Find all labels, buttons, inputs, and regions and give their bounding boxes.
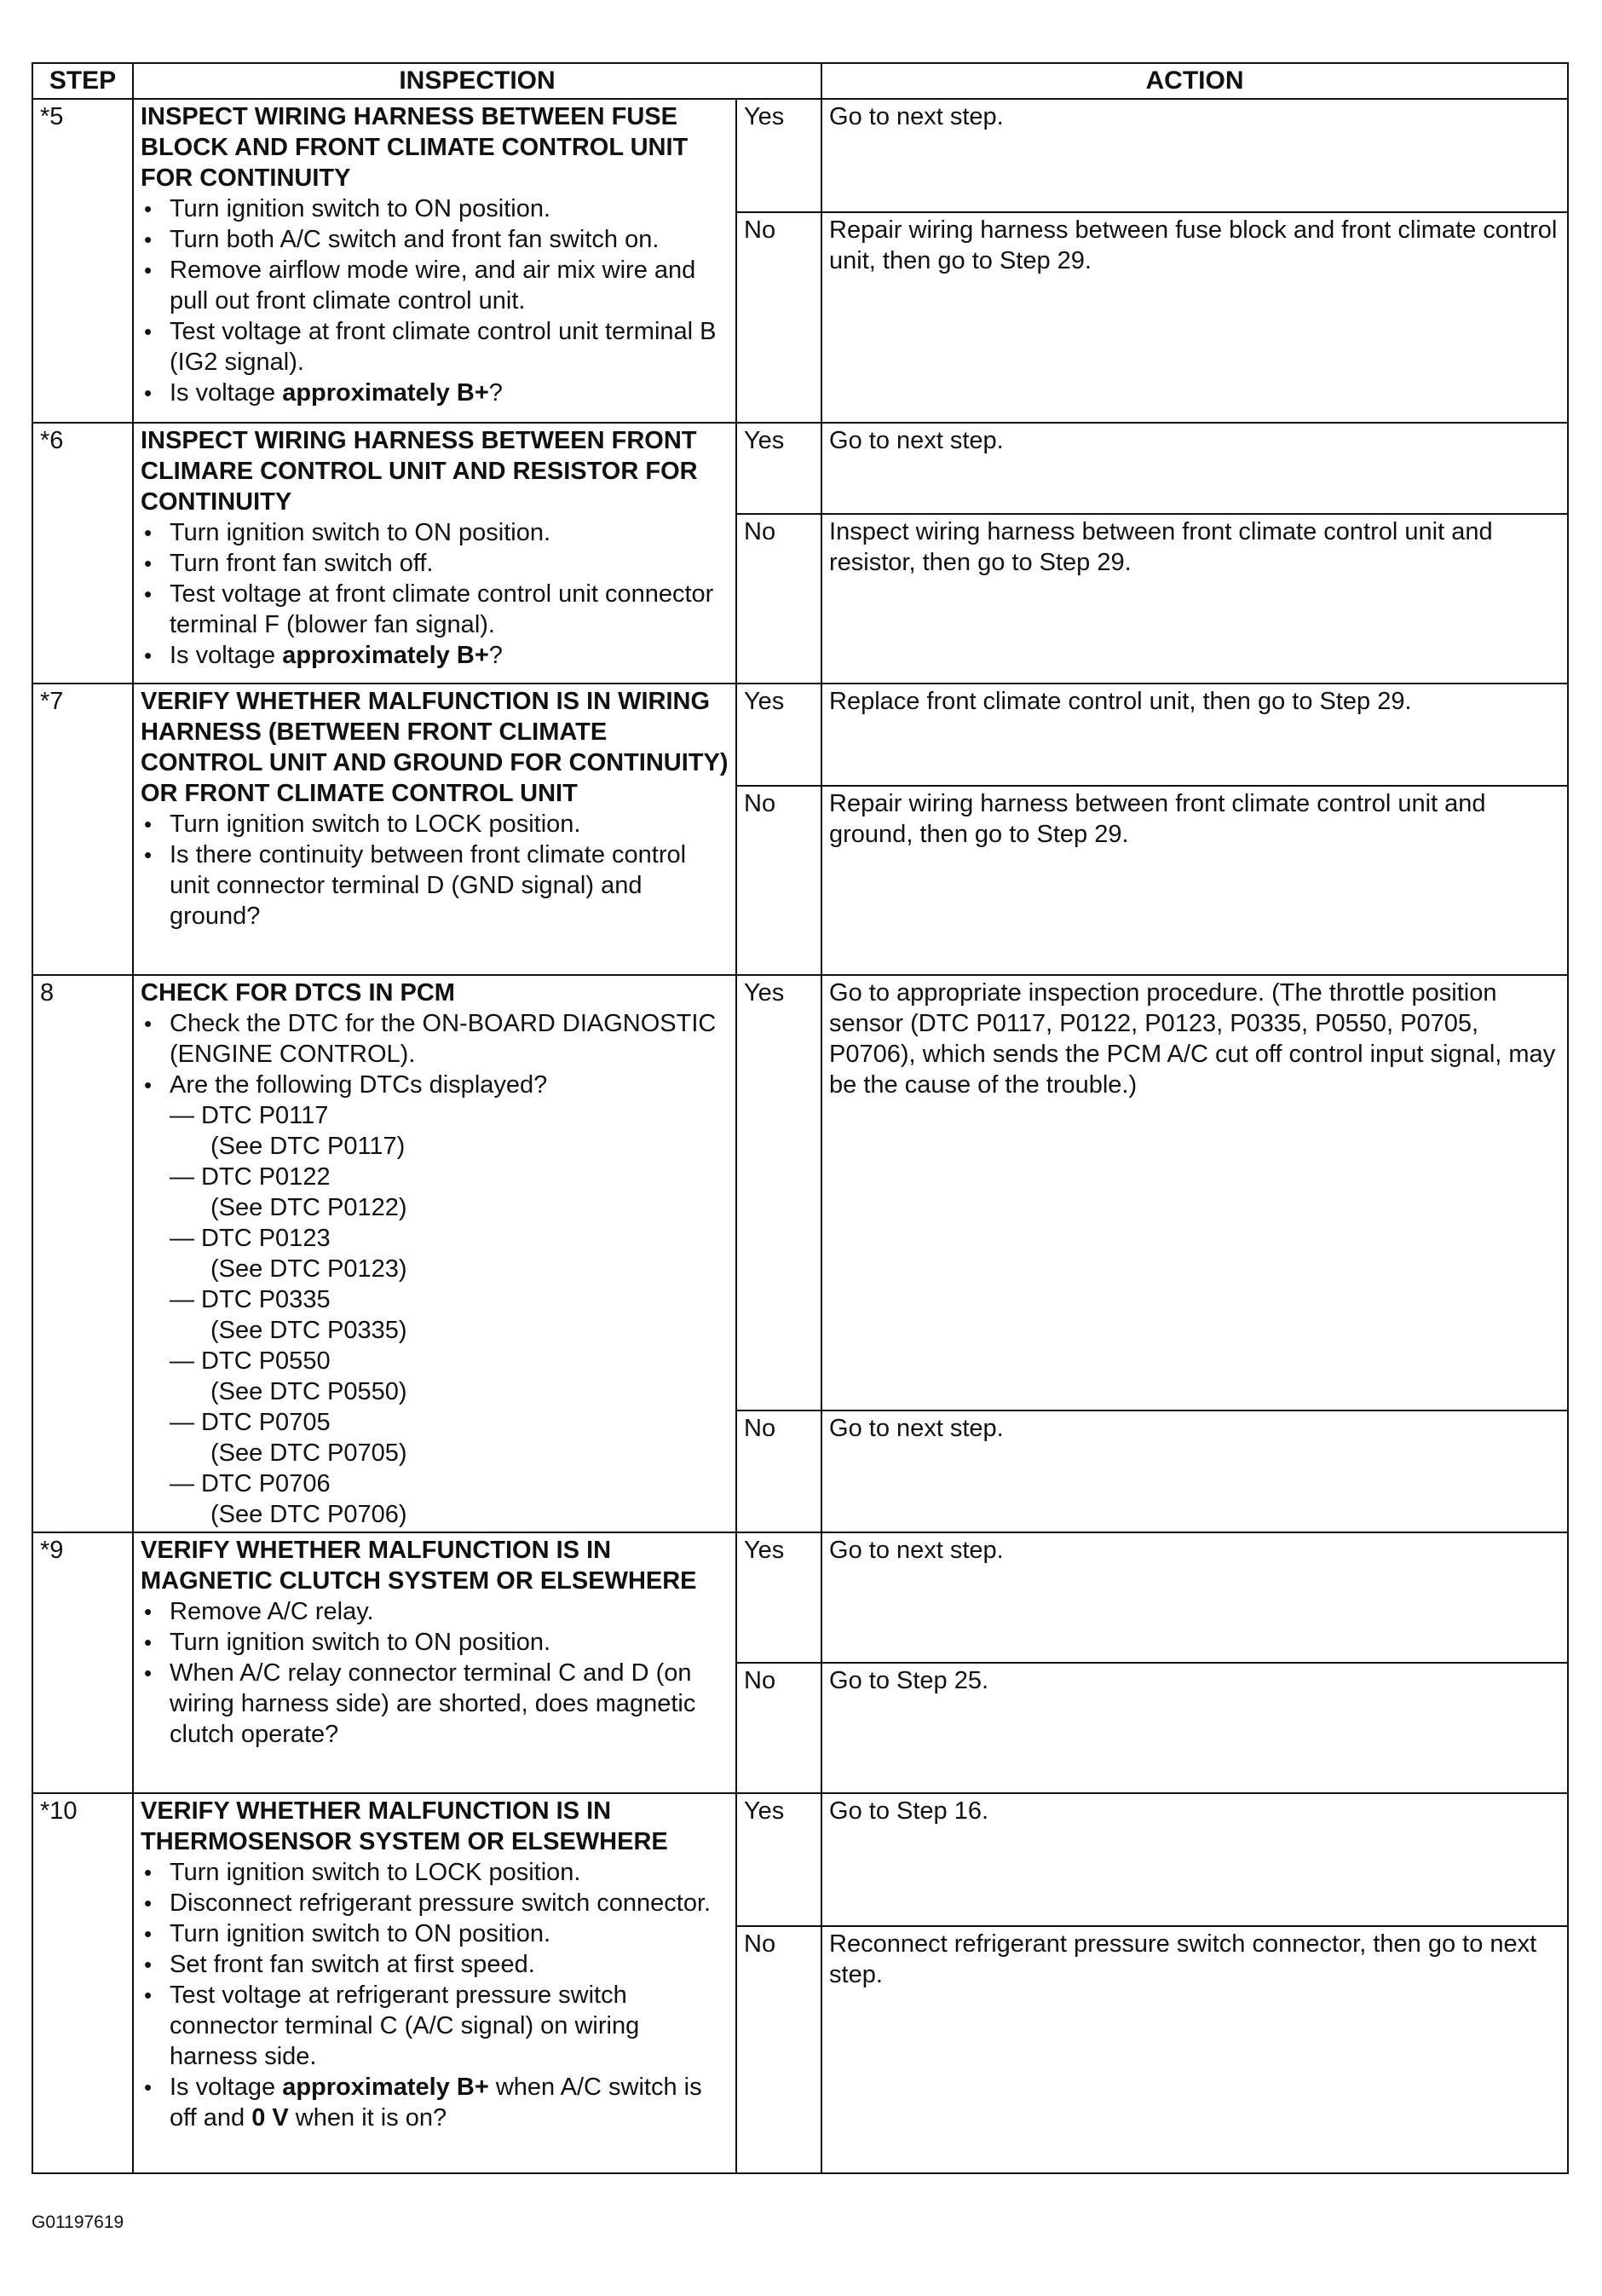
action-header: ACTION [821,63,1568,99]
bullet-item: • Set front fan switch at first speed. [170,1949,729,1980]
dtc-item [170,1223,729,1284]
inspection-cell [133,1793,736,2173]
inspection-title: VERIFY WHETHER MALFUNCTION IS IN THERMOSENSOR SYSTEM OR ELSEWHERE [141,1797,668,1855]
yes-label: Yes [736,423,821,514]
dtc-reference: (See DTC P0122) [210,1194,407,1221]
step-row-9-yes [32,1532,1568,1663]
dtc-item [170,1162,729,1223]
bullet-item: • Turn ignition switch to ON position. [170,1627,729,1658]
dtc-reference: (See DTC P0123) [210,1255,407,1283]
no-action: Go to Step 25. [821,1663,1568,1793]
bullet-question [170,2072,729,2133]
bullet-item: • Turn both A/C switch and front fan switch on. [170,224,729,255]
question-bold: approximately B+ [282,379,489,407]
yes-label: Yes [736,1793,821,1926]
yes-label: Yes [736,1532,821,1663]
inspection-cell [133,1532,736,1793]
dtc-item [170,1284,729,1346]
step-row-10-yes [32,1793,1568,1926]
dtc-item [170,1468,729,1530]
dtc-reference: (See DTC P0117) [210,1133,406,1160]
dtc-code: — DTC P0122 [170,1163,331,1191]
dtc-list [170,1100,729,1530]
diagnostic-table [32,62,1569,2174]
step-number: *5 [32,99,133,423]
question-bold: 0 V [251,2104,289,2132]
inspection-title: VERIFY WHETHER MALFUNCTION IS IN MAGNETIC CLUTCH SYSTEM OR ELSEWHERE [141,1537,697,1595]
question-text: Is voltage [170,2074,283,2101]
question-text: Is voltage [170,642,283,669]
no-label: No [736,1926,821,2173]
question-bold: approximately B+ [282,642,489,669]
bullet-question [170,378,729,408]
dtc-reference: (See DTC P0550) [210,1378,407,1405]
inspection-title: INSPECT WIRING HARNESS BETWEEN FRONT CLIMARE CONTROL UNIT AND RESISTOR FOR CONTINUITY [141,427,698,516]
step-row-8-yes [32,975,1568,1410]
inspection-bullets [141,517,729,671]
inspection-bullets [141,1857,729,2133]
step-number: *7 [32,684,133,975]
bullet-item: • Is there continuity between front climate control unit connector terminal D (GND signal) and ground? [170,839,729,932]
yes-action: Go to appropriate inspection procedure. (The throttle position sensor (DTC P0117, P0122, P0123, P0335, P0550, P0705, P0706), which sends the PCM A/C cut off control input signal, may be the cause of the trouble.) [821,975,1568,1410]
no-action: Go to next step. [821,1410,1568,1532]
dtc-code: — DTC P0550 [170,1347,331,1375]
question-text: when A/C switch is off and [170,2074,702,2132]
inspection-cell [133,684,736,975]
bullet-item: • Turn ignition switch to ON position. [170,193,729,224]
dtc-reference: (See DTC P0705) [210,1439,407,1467]
no-label: No [736,212,821,423]
inspection-header: INSPECTION [133,63,821,99]
step-number: *6 [32,423,133,684]
question-text: Is voltage [170,379,283,407]
no-label: No [736,514,821,684]
inspection-bullets [141,1596,729,1750]
yes-action: Go to next step. [821,423,1568,514]
bullet-item: • Test voltage at refrigerant pressure switch connector terminal C (A/C signal) on wiring harness side. [170,1980,729,2072]
yes-action: Go to next step. [821,99,1568,212]
step-row-6-yes [32,423,1568,514]
yes-action: Go to Step 16. [821,1793,1568,1926]
yes-label: Yes [736,975,821,1410]
dtc-item [170,1346,729,1407]
no-action: Inspect wiring harness between front climate control unit and resistor, then go to Step 29. [821,514,1568,684]
yes-action: Replace front climate control unit, then go to Step 29. [821,684,1568,786]
dtc-code: — DTC P0123 [170,1225,331,1252]
inspection-title: CHECK FOR DTCS IN PCM [141,979,455,1007]
dtc-reference: (See DTC P0706) [210,1501,407,1528]
inspection-title: VERIFY WHETHER MALFUNCTION IS IN WIRING HARNESS (BETWEEN FRONT CLIMATE CONTROL UNIT AND GROUND FOR CONTINUITY) OR FRONT CLIMATE CONTROL UNIT [141,688,729,807]
bullet-item [170,1070,729,1530]
question-text: ? [488,379,503,407]
dtc-code: — DTC P0117 [170,1102,329,1129]
no-label: No [736,786,821,975]
bullet-item: • Test voltage at front climate control unit connector terminal F (blower fan signal). [170,579,729,640]
inspection-cell [133,423,736,684]
dtc-code: — DTC P0335 [170,1286,331,1313]
no-label: No [736,1410,821,1532]
bullet-item: • Test voltage at front climate control unit terminal B (IG2 signal). [170,316,729,378]
step-row-5-yes [32,99,1568,212]
inspection-bullets [141,1008,729,1530]
inspection-cell [133,975,736,1532]
dtc-item [170,1407,729,1468]
dtc-code: — DTC P0706 [170,1470,331,1497]
inspection-bullets [141,193,729,408]
bullet-item: • Turn ignition switch to ON position. [170,517,729,548]
bullet-item: • Turn front fan switch off. [170,548,729,579]
question-text: ? [488,642,503,669]
yes-action: Go to next step. [821,1532,1568,1663]
no-action: Repair wiring harness between fuse block and front climate control unit, then go to Step 29. [821,212,1568,423]
dtc-reference: (See DTC P0335) [210,1317,407,1344]
step-number: 8 [32,975,133,1532]
inspection-title: INSPECT WIRING HARNESS BETWEEN FUSE BLOCK AND FRONT CLIMATE CONTROL UNIT FOR CONTINUITY [141,103,689,192]
bullet-item: • Remove airflow mode wire, and air mix wire and pull out front climate control unit. [170,255,729,316]
inspection-cell [133,99,736,423]
step-number: *9 [32,1532,133,1793]
bullet-item: • Check the DTC for the ON-BOARD DIAGNOSTIC (ENGINE CONTROL). [170,1008,729,1070]
dtc-code: — DTC P0705 [170,1409,331,1436]
no-action: Reconnect refrigerant pressure switch connector, then go to next step. [821,1926,1568,2173]
dtc-item [170,1100,729,1162]
question-text: when it is on? [288,2104,447,2132]
bullet-item: • Turn ignition switch to LOCK position. [170,1857,729,1888]
step-number: *10 [32,1793,133,2173]
no-label: No [736,1663,821,1793]
inspection-bullets [141,809,729,932]
yes-label: Yes [736,99,821,212]
no-action: Repair wiring harness between front climate control unit and ground, then go to Step 29. [821,786,1568,975]
step-header: STEP [32,63,133,99]
bullet-item: • Turn ignition switch to ON position. [170,1918,729,1949]
bullet-item: • Disconnect refrigerant pressure switch connector. [170,1888,729,1918]
bullet-item: • When A/C relay connector terminal C and D (on wiring harness side) are shorted, does magnetic clutch operate? [170,1658,729,1750]
header-row [32,63,1568,99]
question-bold: approximately B+ [282,2074,489,2101]
bullet-item: • Remove A/C relay. [170,1596,729,1627]
figure-id: G01197619 [32,2212,124,2232]
step-row-7-yes [32,684,1568,786]
yes-label: Yes [736,684,821,786]
bullet-text: Are the following DTCs displayed? [170,1071,548,1099]
bullet-question [170,640,729,671]
bullet-item: • Turn ignition switch to LOCK position. [170,809,729,839]
